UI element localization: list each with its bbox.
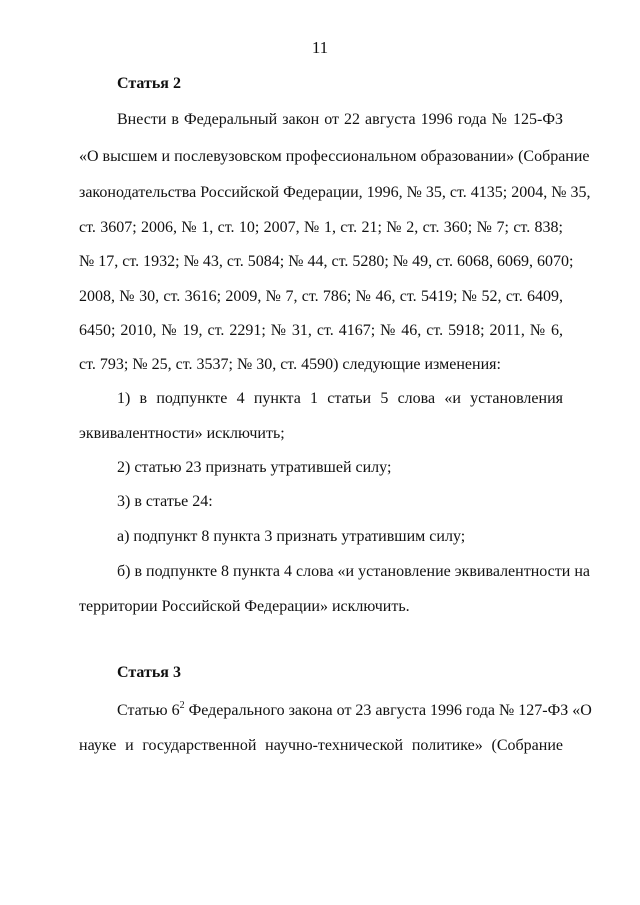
superscript-number: 2 (179, 700, 185, 711)
article-3-line-2: науке и государственной научно-технической политике» (Собрание (79, 737, 563, 754)
article-2-line-8: ст. 793; № 25, ст. 3537; № 30, ст. 4590) следующие изменения: (79, 356, 501, 373)
item-3b-line-1: б) в подпункте 8 пункта 4 слова «и установление эквивалентности на (117, 563, 590, 580)
article-3-line-1 (117, 700, 592, 721)
article-2-line-1: Внести в Федеральный закон от 22 августа 1996 года № 125-ФЗ (117, 111, 563, 128)
page-number: 11 (311, 38, 329, 57)
item-3b-line-2: территории Российской Федерации» исключить. (79, 598, 410, 615)
item-3a: а) подпункт 8 пункта 3 признать утратившим силу; (117, 528, 466, 545)
item-3: 3) в статье 24: (117, 493, 213, 510)
article-2-line-4: ст. 3607; 2006, № 1, ст. 10; 2007, № 1, ст. 21; № 2, ст. 360; № 7; ст. 838; (79, 219, 563, 236)
article-3-heading: Статья 3 (117, 664, 181, 681)
article-2-line-7: 6450; 2010, № 19, ст. 2291; № 31, ст. 4167; № 46, ст. 5918; 2011, № 6, (79, 322, 563, 339)
article-3-line-1-start: Статью 6 (117, 702, 180, 719)
item-2: 2) статью 23 признать утратившей силу; (117, 459, 392, 476)
item-1-line-2: эквивалентности» исключить; (79, 425, 285, 442)
article-2-line-6: 2008, № 30, ст. 3616; 2009, № 7, ст. 786; № 46, ст. 5419; № 52, ст. 6409, (79, 288, 563, 305)
article-2-line-5: № 17, ст. 1932; № 43, ст. 5084; № 44, ст. 5280; № 49, ст. 6068, 6069, 6070; (79, 253, 574, 270)
item-1-line-1: 1) в подпункте 4 пункта 1 статьи 5 слова «и установления (117, 390, 563, 407)
article-2-line-2: «О высшем и послевузовском профессиональном образовании» (Собрание (79, 148, 590, 165)
article-3-line-1-end: Федерального закона от 23 августа 1996 года № 127-ФЗ «О (184, 702, 592, 719)
article-2-line-3: законодательства Российской Федерации, 1996, № 35, ст. 4135; 2004, № 35, (79, 184, 591, 201)
article-2-heading: Статья 2 (117, 75, 181, 92)
